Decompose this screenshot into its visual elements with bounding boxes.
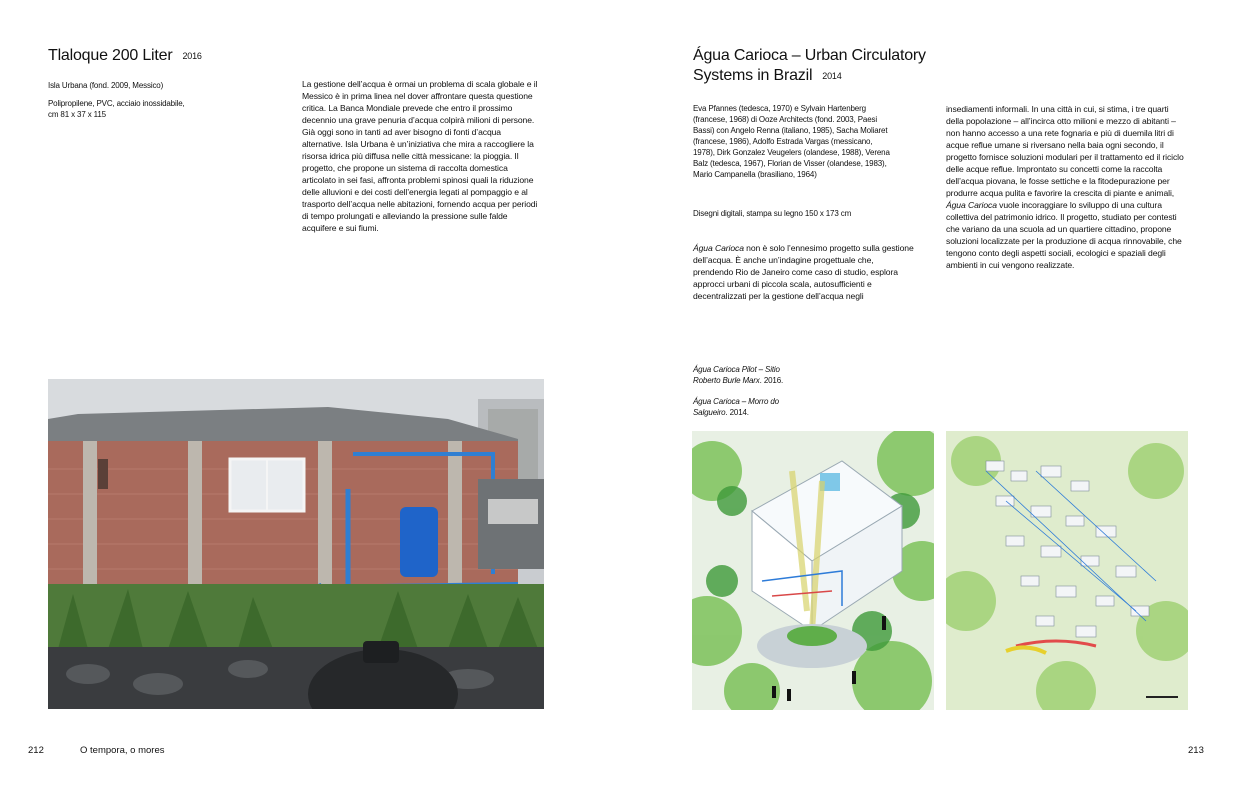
left-photo-house bbox=[48, 379, 544, 709]
right-body-col2: insediamenti informali. In una città in cui, si stima, i tre quarti della popolazione – all’incirca otto milioni e mezzo di abitanti – non hanno accesso a una rete fognaria e più di duemila litri di acque reflue umane si riversano nella baia ogni secondo, il progetto fornisce soluzioni modulari per il trattamento ed il riciclo delle acque reflue. Improntato su concetti come la raccolta dell’acqua piovana, le fosse settiche e la fitodepurazione per produrre acqua pulita e favorire la crescita di piante e animali, Água Carioca vuole incoraggiare lo sviluppo di una cultura collettiva del patrimonio idrico. Il progetto, studiato per contesti che variano da una scuola ad un quartiere cittadino, propone soluzioni localizzate per la produzione di acqua rinnovabile, che tengono conto degli aspetti sociali, ecologici e spaziali degli ambienti in cui vengono realizzate. bbox=[946, 104, 1184, 270]
right-title: Água Carioca – Urban Circulatory Systems in Brazil 2014 bbox=[693, 47, 926, 84]
drawing-pilot-burle-marx bbox=[692, 431, 934, 710]
left-page-number: 212 bbox=[28, 745, 44, 756]
left-body-text: La gestione dell’acqua è ormai un problema di scala globale e il Messico è in prima linea nel dover affrontare questa questione critica. La Banca Mondiale prevede che entro il prossimo decennio una grave penuria d’acqua colpirà milioni di persone. Già oggi sono in tanti ad aver bisogno di fonti d’acqua alternative. Isla Urbana è un’iniziativa che mira a raccogliere la risorsa idrica più diffusa nelle città messicane: la pioggia. Il progetto, che propone un sistema di raccolta domestica articolato in sei fasi, affronta problemi spinosi quali la riduzione delle alluvioni e dei costi dell’energia legati al pompaggio e al trasporto dell’acqua nelle abitazioni, fornendo acqua per periodi di tempo prolungati e alleviando la pressione sulle falde acquifere e sui fiumi. bbox=[302, 79, 538, 233]
right-body-col1: Água Carioca non è solo l’ennesimo progetto sulla gestione dell’acqua. È anche un’indagine progettuale che, prendendo Rio de Janeiro come caso di studio, esplora approcci urbani di piccola scala, autosufficienti e decentralizzati per la gestione dell’acqua negli bbox=[693, 243, 914, 301]
caption-2: Água Carioca – Morro do Salgueiro. 2014. bbox=[693, 397, 779, 417]
running-title: O tempora, o mores bbox=[80, 745, 165, 756]
right-credits: Eva Pfannes (tedesca, 1970) e Sylvain Hartenberg (francese, 1968) di Ooze Architects (fond. 2003, Paesi Bassi) con Angelo Renna (italiano, 1985), Sacha Moliaret (francese, 1986), Adolfo Estrada Vargas (messicano, 1978), Dirk Gonzalez Veugelers (olandese, 1988), Verena Balz (tedesca, 1967), Florian de Visser (olandese, 1983), Mario Campanella (brasiliano, 1964) bbox=[693, 104, 890, 179]
left-materials: Polipropilene, PVC, acciaio inossidabile, cm 81 x 37 x 115 bbox=[48, 99, 185, 119]
right-year: 2014 bbox=[822, 71, 842, 81]
caption-1: Água Carioca Pilot – Sitio Roberto Burle Marx. 2016. bbox=[693, 365, 784, 385]
drawing-morro-do-salgueiro bbox=[946, 431, 1188, 710]
right-medium: Disegni digitali, stampa su legno 150 x 173 cm bbox=[693, 209, 852, 218]
right-page-number: 213 bbox=[1188, 745, 1204, 756]
left-title: Tlaloque 200 Liter 2016 bbox=[48, 47, 202, 64]
left-year: 2016 bbox=[182, 51, 202, 61]
left-credit: Isla Urbana (fond. 2009, Messico) bbox=[48, 81, 164, 90]
